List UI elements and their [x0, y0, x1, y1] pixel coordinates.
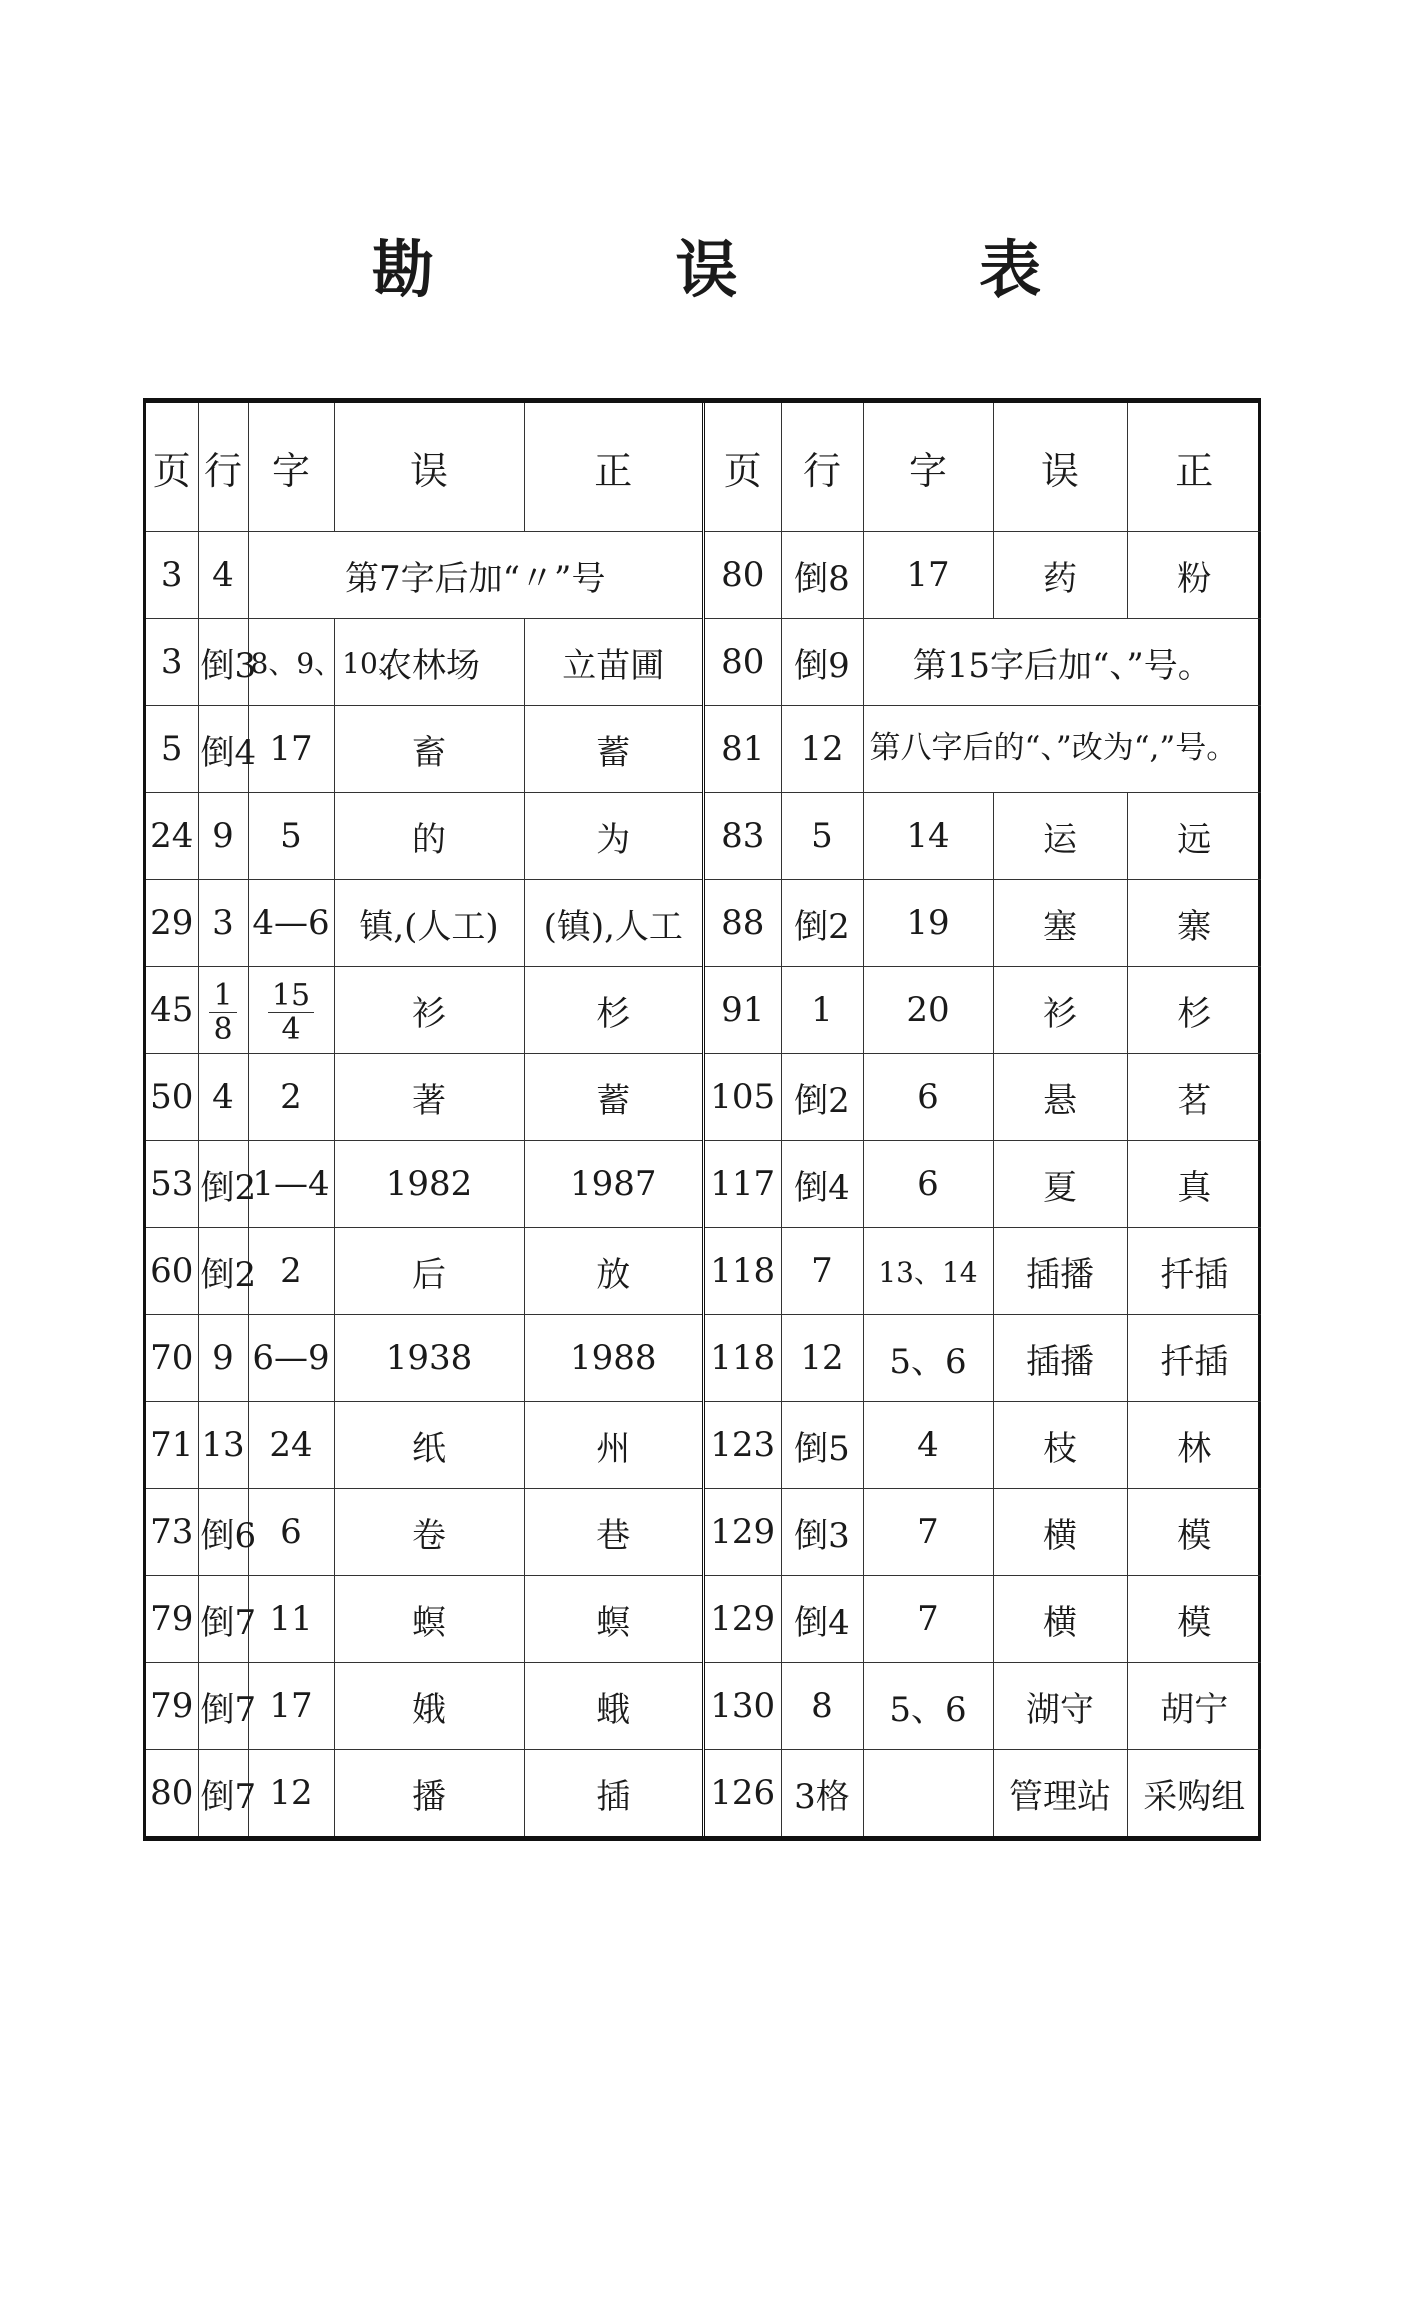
- cell-char: 11: [248, 1576, 334, 1663]
- cell-wrong: 衫: [993, 967, 1127, 1054]
- cell-char: 7: [863, 1576, 993, 1663]
- cell-right: 远: [1127, 793, 1261, 880]
- header-row: [146, 403, 702, 532]
- cell-line: 7: [781, 1228, 863, 1315]
- cell-line: 8: [781, 1663, 863, 1750]
- table-row: [146, 532, 702, 619]
- cell-line: 倒7: [198, 1576, 248, 1663]
- cell-page: 29: [146, 880, 198, 967]
- cell-wrong: 娥: [334, 1663, 524, 1750]
- cell-char: 5、6: [863, 1663, 993, 1750]
- cell-right: 1988: [524, 1315, 702, 1402]
- header-right: 正: [524, 403, 702, 532]
- table-row: [146, 1663, 702, 1750]
- table-row: [705, 1141, 1261, 1228]
- table-row: [146, 1315, 702, 1402]
- cell-line: 倒2: [198, 1228, 248, 1315]
- cell-page: 81: [705, 706, 781, 793]
- fraction-numerator: 1: [209, 979, 236, 1013]
- cell-note: 第7字后加“〃”号: [248, 532, 702, 619]
- cell-char: 6—9: [248, 1315, 334, 1402]
- cell-page: 45: [146, 967, 198, 1054]
- cell-char: 1—4: [248, 1141, 334, 1228]
- cell-wrong: 畜: [334, 706, 524, 793]
- table-row: [705, 619, 1261, 706]
- cell-right: 粉: [1127, 532, 1261, 619]
- cell-char: 5: [248, 793, 334, 880]
- cell-char: 8、9、10、: [248, 619, 334, 706]
- table-row: [146, 1576, 702, 1663]
- cell-page: 129: [705, 1576, 781, 1663]
- cell-page: 80: [705, 619, 781, 706]
- cell-note: 第15字后加“、”号。: [863, 619, 1261, 706]
- cell-line: 4: [198, 532, 248, 619]
- cell-page: 126: [705, 1750, 781, 1837]
- header-page: 页: [705, 403, 781, 532]
- fraction-denominator: 4: [281, 1012, 301, 1047]
- cell-wrong: 湖守: [993, 1663, 1127, 1750]
- cell-right: 1987: [524, 1141, 702, 1228]
- char-fraction: [268, 979, 314, 1046]
- fraction-numerator: 15: [268, 979, 314, 1013]
- cell-line: 5: [781, 793, 863, 880]
- cell-line: 倒8: [781, 532, 863, 619]
- cell-wrong: 螟: [334, 1576, 524, 1663]
- cell-wrong: 插播: [993, 1228, 1127, 1315]
- cell-right: 扦插: [1127, 1228, 1261, 1315]
- cell-line: 倒4: [198, 706, 248, 793]
- table-row: [705, 1315, 1261, 1402]
- cell-line: [198, 967, 248, 1054]
- cell-page: 123: [705, 1402, 781, 1489]
- errata-right-half: [705, 403, 1261, 1836]
- cell-right: 模: [1127, 1489, 1261, 1576]
- cell-wrong: 管理站: [993, 1750, 1127, 1837]
- cell-page: 79: [146, 1576, 198, 1663]
- cell-char: 19: [863, 880, 993, 967]
- table-row: [146, 1054, 702, 1141]
- cell-wrong: 塞: [993, 880, 1127, 967]
- cell-line: 倒2: [198, 1141, 248, 1228]
- table-row: [146, 619, 702, 706]
- cell-line: 倒2: [781, 1054, 863, 1141]
- table-row: [146, 706, 702, 793]
- cell-wrong: 1938: [334, 1315, 524, 1402]
- cell-wrong: 运: [993, 793, 1127, 880]
- cell-right: 放: [524, 1228, 702, 1315]
- table-row: [146, 1141, 702, 1228]
- cell-page: 3: [146, 619, 198, 706]
- cell-line: 倒4: [781, 1576, 863, 1663]
- errata-table: [143, 398, 1261, 1841]
- cell-right: 采购组: [1143, 1776, 1246, 1817]
- table-row: [146, 1750, 702, 1837]
- cell-char: 20: [863, 967, 993, 1054]
- cell-page: 129: [705, 1489, 781, 1576]
- cell-wrong: 1982: [334, 1141, 524, 1228]
- cell-right: 真: [1127, 1141, 1261, 1228]
- table-row: [705, 532, 1261, 619]
- cell-right: 扦插: [1127, 1315, 1261, 1402]
- cell-page: 105: [705, 1054, 781, 1141]
- table-row: [146, 1489, 702, 1576]
- cell-char: 17: [248, 706, 334, 793]
- cell-wrong: 纸: [334, 1402, 524, 1489]
- header-char: 字: [863, 403, 993, 532]
- cell-right: 林: [1127, 1402, 1261, 1489]
- table-row: [146, 793, 702, 880]
- cell-wrong: 夏: [993, 1141, 1127, 1228]
- cell-line: 倒7: [198, 1663, 248, 1750]
- table-row: [705, 1228, 1261, 1315]
- cell-right: 立苗圃: [524, 619, 702, 706]
- line-fraction: [209, 979, 236, 1046]
- cell-page: 88: [705, 880, 781, 967]
- table-row: [705, 793, 1261, 880]
- table-row: [705, 880, 1261, 967]
- cell-line: 倒6: [198, 1489, 248, 1576]
- table-row: [705, 706, 1261, 793]
- table-row: [146, 967, 702, 1054]
- cell-wrong: 悬: [993, 1054, 1127, 1141]
- cell-wrong: 药: [993, 532, 1127, 619]
- header-row: [705, 403, 1261, 532]
- cell-page: 73: [146, 1489, 198, 1576]
- cell-char: 7: [863, 1489, 993, 1576]
- cell-char: 12: [248, 1750, 334, 1837]
- table-row: [146, 1228, 702, 1315]
- cell-right: 巷: [524, 1489, 702, 1576]
- cell-right: (镇),人工: [524, 880, 702, 967]
- cell-line: 1: [781, 967, 863, 1054]
- cell-char: 17: [248, 1663, 334, 1750]
- cell-char: 2: [248, 1228, 334, 1315]
- table-row: [705, 1750, 1261, 1837]
- cell-wrong: 插播: [993, 1315, 1127, 1402]
- cell-wrong: 横: [993, 1576, 1127, 1663]
- table-row: [705, 967, 1261, 1054]
- cell-wrong: 镇,(人工): [334, 880, 524, 967]
- header-right: 正: [1127, 403, 1261, 532]
- header-char: 字: [248, 403, 334, 532]
- table-row: [705, 1402, 1261, 1489]
- cell-line: 3: [198, 880, 248, 967]
- cell-right: 螟: [524, 1576, 702, 1663]
- cell-page: 53: [146, 1141, 198, 1228]
- cell-right: 蛾: [524, 1663, 702, 1750]
- cell-char: 17: [863, 532, 993, 619]
- table-row: [705, 1054, 1261, 1141]
- errata-table-right: [705, 403, 1261, 1836]
- cell-line: 倒7: [198, 1750, 248, 1837]
- cell-wrong: 著: [334, 1054, 524, 1141]
- cell-wrong: 的: [334, 793, 524, 880]
- cell-page: 117: [705, 1141, 781, 1228]
- fraction-denominator: 8: [213, 1012, 233, 1047]
- cell-line: 13: [198, 1402, 248, 1489]
- cell-char: 4—6: [248, 880, 334, 967]
- cell-page: 70: [146, 1315, 198, 1402]
- cell-wrong: 后: [334, 1228, 524, 1315]
- cell-page: 80: [705, 532, 781, 619]
- cell-line: 4: [198, 1054, 248, 1141]
- cell-line: 12: [781, 1315, 863, 1402]
- cell-char: 6: [863, 1141, 993, 1228]
- cell-page: 71: [146, 1402, 198, 1489]
- cell-page: 91: [705, 967, 781, 1054]
- cell-char: [248, 967, 334, 1054]
- cell-line: 倒5: [781, 1402, 863, 1489]
- cell-right: 为: [524, 793, 702, 880]
- cell-right: 州: [524, 1402, 702, 1489]
- table-row: [146, 880, 702, 967]
- cell-right: 寨: [1127, 880, 1261, 967]
- cell-right: 茗: [1127, 1054, 1261, 1141]
- header-wrong: 误: [993, 403, 1127, 532]
- header-page: 页: [146, 403, 198, 532]
- cell-right: 胡宁: [1127, 1663, 1261, 1750]
- cell-wrong: 枝: [993, 1402, 1127, 1489]
- cell-page: 50: [146, 1054, 198, 1141]
- cell-char: 5、6: [863, 1315, 993, 1402]
- cell-char: 6: [863, 1054, 993, 1141]
- cell-wrong: 农林场: [334, 619, 524, 706]
- cell-right: 蓄: [524, 706, 702, 793]
- table-row: [146, 1402, 702, 1489]
- cell-page: 79: [146, 1663, 198, 1750]
- cell-page: 24: [146, 793, 198, 880]
- cell-right: 蓄: [524, 1054, 702, 1141]
- cell-char: [863, 1750, 993, 1837]
- cell-wrong: 播: [334, 1750, 524, 1837]
- cell-line: 倒4: [781, 1141, 863, 1228]
- cell-char: 14: [863, 793, 993, 880]
- cell-char: 2: [248, 1054, 334, 1141]
- cell-page: 118: [705, 1228, 781, 1315]
- cell-wrong: 卷: [334, 1489, 524, 1576]
- cell-wrong: 横: [993, 1489, 1127, 1576]
- cell-char: 13、14: [863, 1228, 993, 1315]
- errata-table-left: [146, 403, 702, 1836]
- cell-note: 第八字后的“、”改为“,”号。: [863, 706, 1261, 793]
- cell-right: 杉: [1127, 967, 1261, 1054]
- cell-line: 9: [198, 793, 248, 880]
- cell-page: 5: [146, 706, 198, 793]
- cell-char: 6: [248, 1489, 334, 1576]
- cell-page: 60: [146, 1228, 198, 1315]
- cell-line: 倒9: [781, 619, 863, 706]
- cell-line: 倒3: [781, 1489, 863, 1576]
- page-title: 勘 误 表: [371, 233, 1152, 306]
- header-line: 行: [781, 403, 863, 532]
- cell-wrong: 衫: [334, 967, 524, 1054]
- cell-page: 130: [705, 1663, 781, 1750]
- cell-page: 83: [705, 793, 781, 880]
- cell-right: 模: [1127, 1576, 1261, 1663]
- cell-char: 24: [248, 1402, 334, 1489]
- cell-right: 杉: [524, 967, 702, 1054]
- header-wrong: 误: [334, 403, 524, 532]
- cell-page: 80: [146, 1750, 198, 1837]
- cell-line: 倒2: [781, 880, 863, 967]
- cell-char: 4: [863, 1402, 993, 1489]
- header-line: 行: [198, 403, 248, 532]
- cell-page: 118: [705, 1315, 781, 1402]
- cell-line: 12: [781, 706, 863, 793]
- errata-left-half: [146, 403, 705, 1836]
- cell-line: 3格: [781, 1750, 863, 1837]
- cell-line: 倒3: [198, 619, 248, 706]
- cell-line: 9: [198, 1315, 248, 1402]
- cell-right: 插: [596, 1776, 631, 1817]
- table-row: [705, 1489, 1261, 1576]
- table-row: [705, 1663, 1261, 1750]
- cell-page: 3: [146, 532, 198, 619]
- table-row: [705, 1576, 1261, 1663]
